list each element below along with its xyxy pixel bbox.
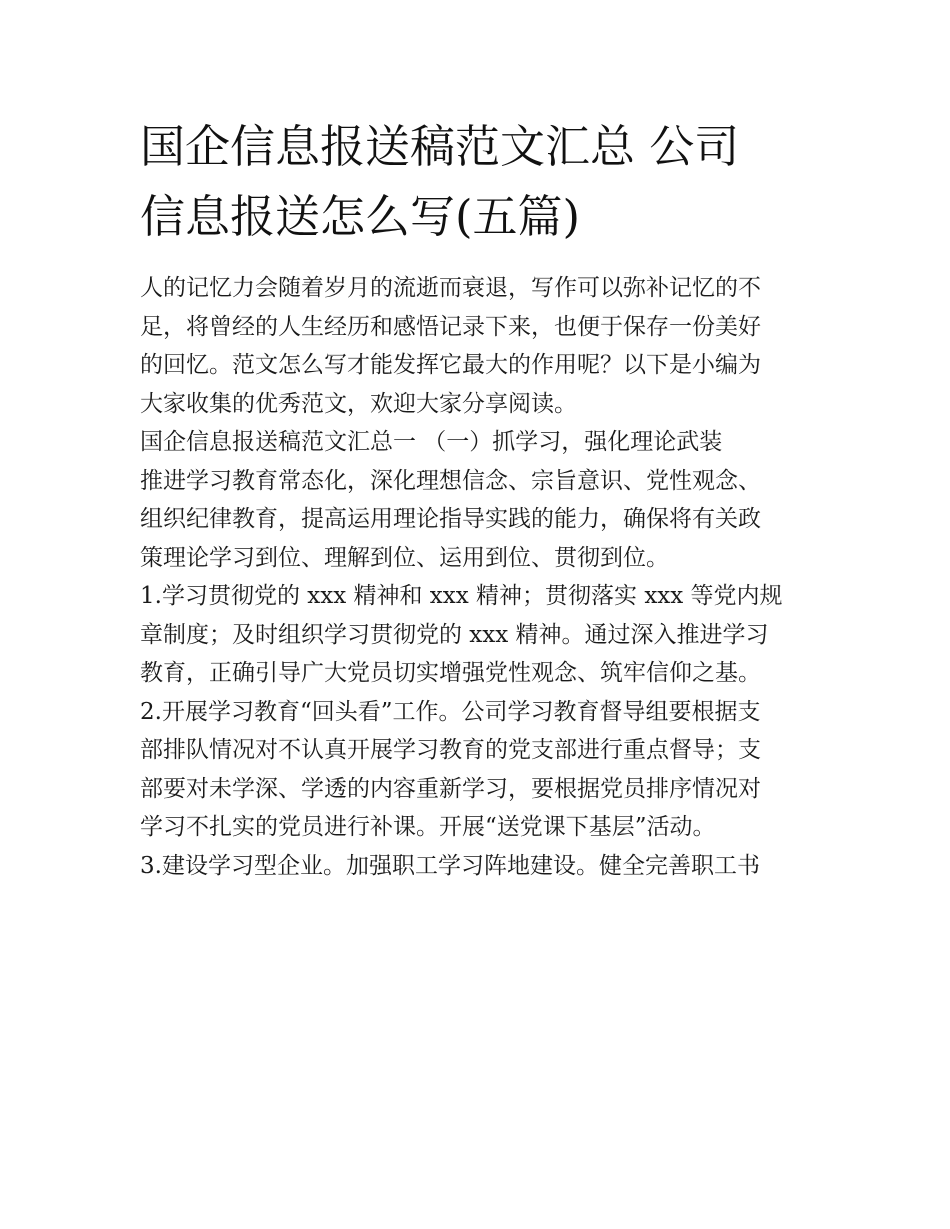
body-line: 章制度；及时组织学习贯彻党的 xxx 精神。通过深入推进学习	[140, 621, 769, 648]
body-line: 推进学习教育常态化，深化理想信念、宗旨意识、党性观念、	[140, 467, 761, 494]
title-line: 信息报送怎么写(五篇)	[140, 190, 581, 243]
body-line: 大家收集的优秀范文，欢迎大家分享阅读。	[140, 390, 577, 417]
body-line: 学习不扎实的党员进行补课。开展“送党课下基层”活动。	[140, 814, 716, 840]
body-line: 足，将曾经的人生经历和感悟记录下来，也便于保存一份美好	[140, 313, 761, 340]
body-line: 策理论学习到位、理解到位、运用到位、贯彻到位。	[140, 544, 669, 571]
list-item-line: 3.建设学习型企业。加强职工学习阵地建设。健全完善职工书	[140, 852, 760, 879]
body-line: 的回忆。范文怎么写才能发挥它最大的作用呢？以下是小编为	[140, 352, 761, 378]
list-item-line: 1.学习贯彻党的 xxx 精神和 xxx 精神；贯彻落实 xxx 等党内规	[140, 583, 783, 609]
title-line: 国企信息报送稿范文汇总 公司	[140, 120, 740, 173]
document-title	[140, 112, 820, 252]
list-item-line: 2.开展学习教育“回头看”工作。公司学习教育督导组要根据支	[140, 698, 761, 725]
body-line: 部排队情况对不认真开展学习教育的党支部进行重点督导；支	[140, 737, 761, 763]
body-line: 教育，正确引导广大党员切实增强党性观念、筑牢信仰之基。	[140, 660, 761, 686]
document-body	[140, 269, 820, 885]
document-content	[140, 112, 820, 885]
section-heading-line: 国企信息报送稿范文汇总一 （一）抓学习，强化理论武装	[140, 429, 723, 455]
body-line: 人的记忆力会随着岁月的流逝而衰退，写作可以弥补记忆的不	[140, 275, 761, 301]
body-line: 组织纪律教育，提高运用理论指导实践的能力，确保将有关政	[140, 506, 761, 532]
body-line: 部要对未学深、学透的内容重新学习，要根据党员排序情况对	[140, 775, 761, 802]
